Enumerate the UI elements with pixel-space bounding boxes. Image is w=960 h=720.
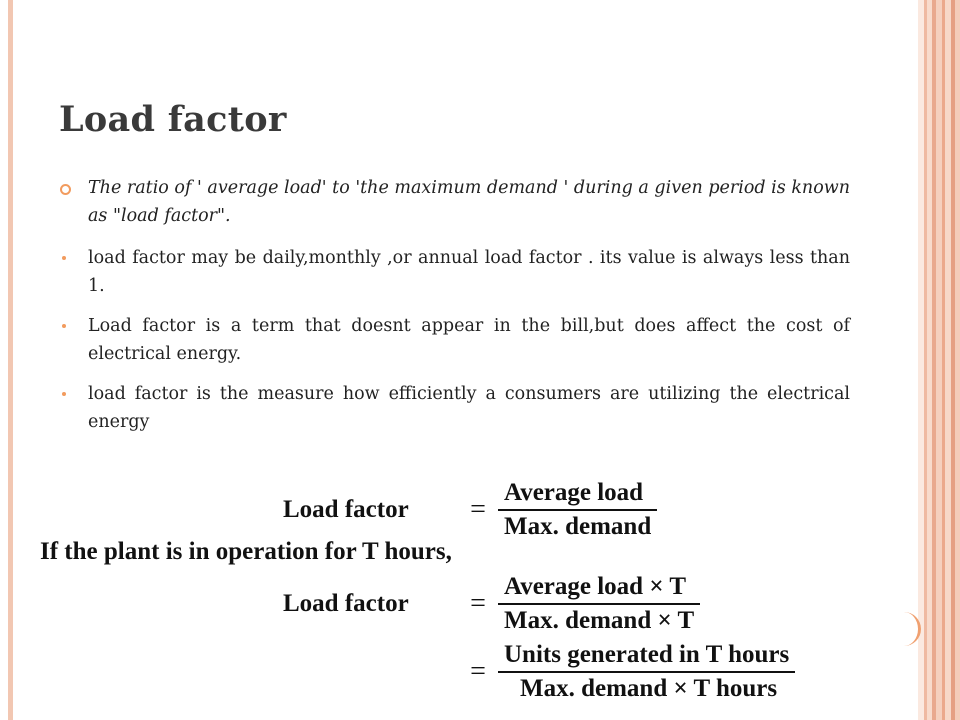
- dot-bullet-icon: [62, 324, 66, 328]
- equals-sign: =: [470, 656, 486, 687]
- bullet-text: load factor is the measure how efficiently a consumers are utilizing the electrical energy: [88, 384, 850, 432]
- fraction-denominator: Max. demand: [504, 513, 652, 540]
- left-decorative-rule: [8, 0, 13, 720]
- ring-bullet-icon: [60, 184, 71, 195]
- equals-sign: =: [470, 494, 486, 525]
- fraction-denominator: Max. demand × T: [504, 607, 695, 634]
- fraction-numerator: Units generated in T hours: [504, 641, 790, 668]
- bullet-text: The ratio of ' average load' to 'the maximum demand ' during a given period is known as "load factor".: [88, 178, 850, 226]
- dot-bullet-icon: [62, 256, 66, 260]
- fraction-numerator: Average load × T: [504, 573, 687, 600]
- fraction-bar: [498, 603, 700, 605]
- dot-bullet-icon: [62, 392, 66, 396]
- formula-image: [40, 478, 870, 714]
- fraction: [498, 478, 657, 542]
- equation-lhs: Load factor: [283, 496, 409, 523]
- bullet-item-bill: [60, 312, 850, 368]
- bullet-text: load factor may be daily,monthly ,or annual load factor . its value is always less than 1.: [88, 248, 850, 296]
- fraction-denominator: Max. demand × T hours: [520, 675, 778, 702]
- bullet-item-efficiency: [60, 380, 850, 436]
- fraction-numerator: Average load: [504, 479, 644, 506]
- fraction-bar: [498, 671, 795, 673]
- equation-2: [283, 572, 700, 636]
- fraction: [498, 640, 795, 704]
- equals-sign: =: [470, 588, 486, 619]
- condition-text: If the plant is in operation for T hours,: [40, 538, 452, 565]
- bullet-item-definition: [60, 174, 850, 230]
- bullet-text: Load factor is a term that doesnt appear in the bill,but does affect the cost of electrical energy.: [88, 316, 850, 364]
- equation-3: [458, 640, 795, 704]
- equation-lhs: Load factor: [283, 590, 409, 617]
- slide-title: Load factor: [59, 99, 287, 140]
- equation-1: [283, 478, 657, 542]
- fraction-bar: [498, 509, 657, 511]
- bullet-item-types: [60, 244, 850, 300]
- bullet-list: [60, 174, 850, 448]
- right-decorative-band: [918, 0, 960, 720]
- fraction: [498, 572, 700, 636]
